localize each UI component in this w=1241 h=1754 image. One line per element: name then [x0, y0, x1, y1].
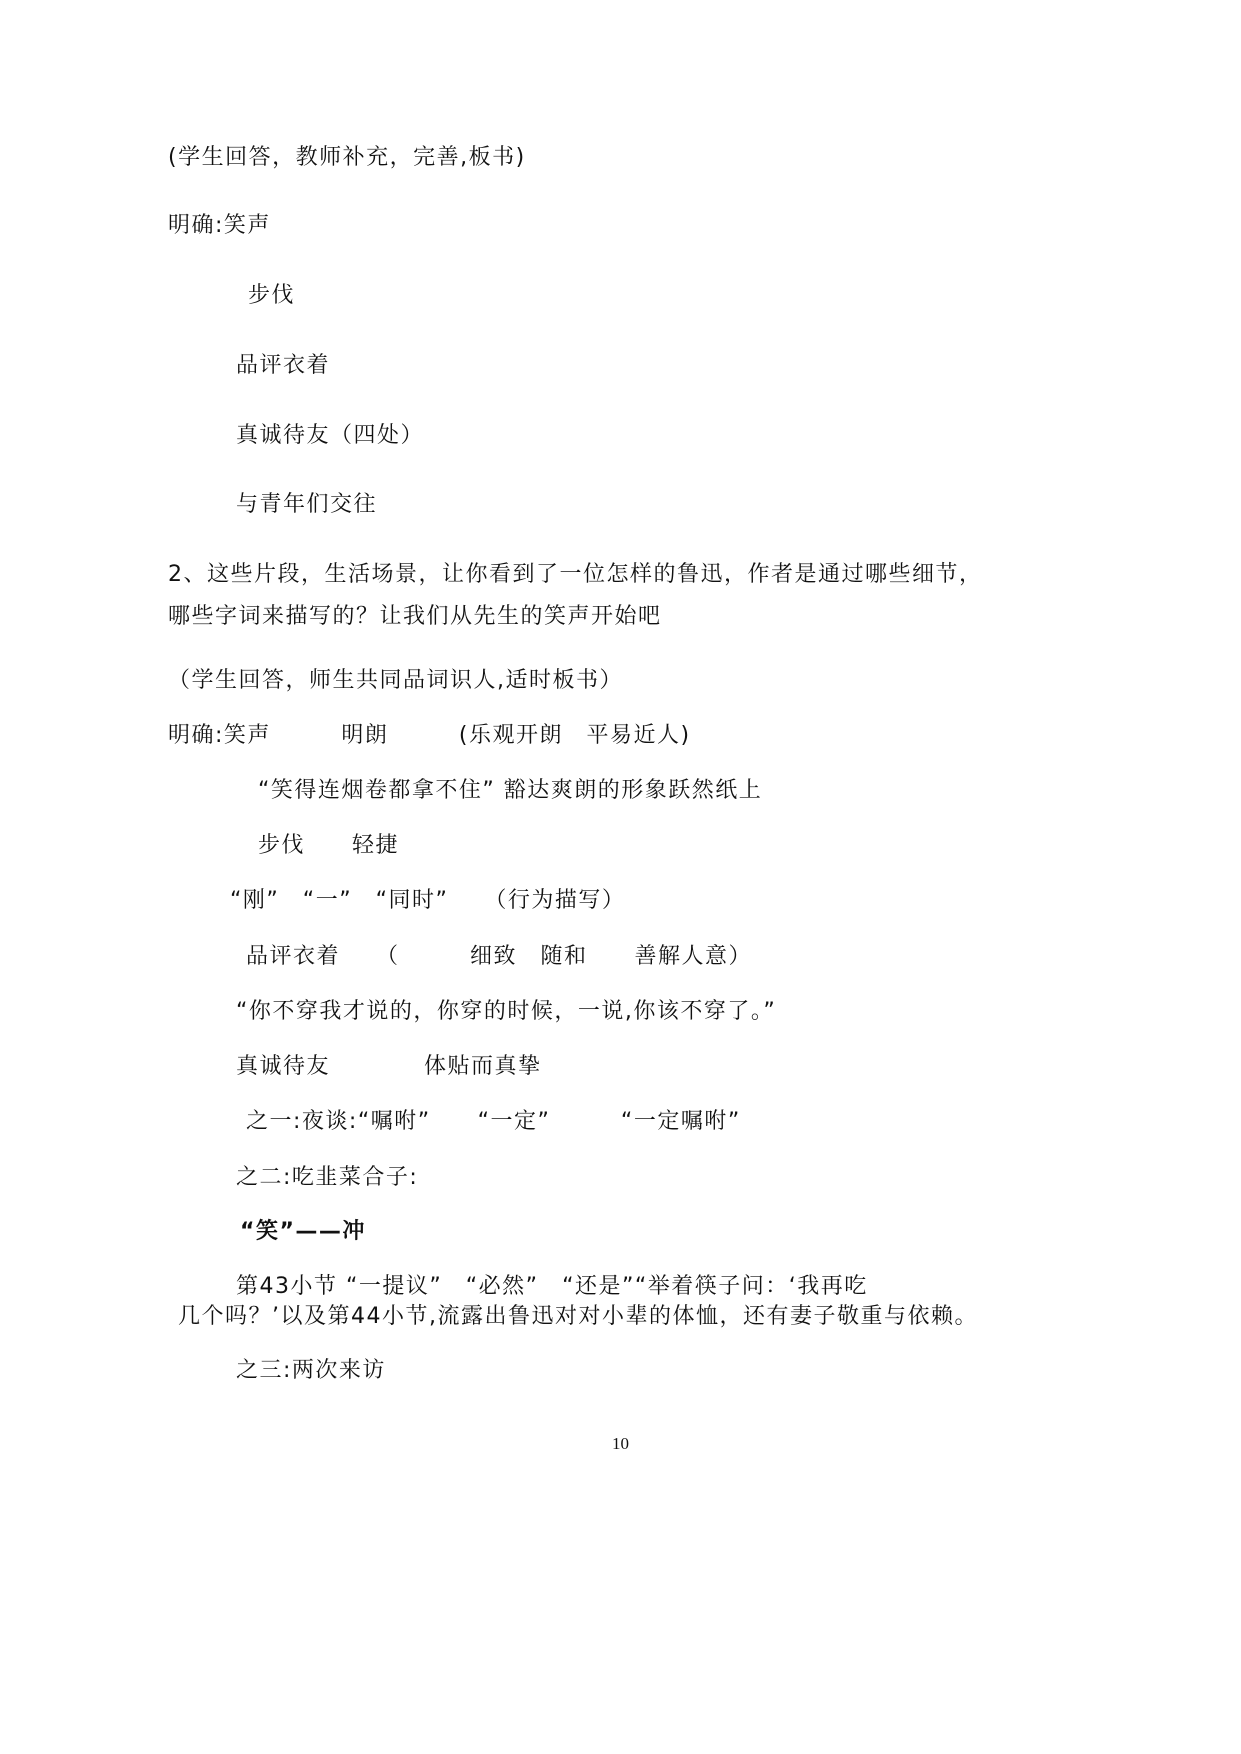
text-line: 真诚待友（四处）	[236, 423, 425, 448]
page-number: 10	[612, 1434, 629, 1453]
text-line: (学生回答，教师补充，完善,板书)	[168, 145, 526, 170]
text-line: 与青年们交往	[236, 492, 378, 517]
text-line: 步伐 轻捷	[258, 833, 400, 858]
text-line: “笑得连烟卷都拿不住” 豁达爽朗的形象跃然纸上	[258, 778, 763, 803]
text-line: 之二:吃韭菜合子:	[236, 1165, 419, 1190]
text-line: 几个吗？’以及第44小节,流露出鲁迅对对小辈的体恤，还有妻子敬重与依赖。	[178, 1304, 978, 1329]
text-line: 2、这些片段，生活场景，让你看到了一位怎样的鲁迅，作者是通过哪些细节，	[168, 562, 983, 587]
text-line: 第43小节 “一提议” “必然” “还是”“举着筷子问：‘我再吃	[236, 1274, 868, 1299]
text-line: 品评衣着 （ 细致 随和 善解人意）	[246, 944, 753, 969]
text-line: “刚” “一” “同时” （行为描写）	[230, 888, 626, 913]
text-line: 步伐	[248, 283, 296, 308]
text-line: 明确:笑声 明朗 (乐观开朗 平易近人)	[168, 723, 691, 748]
text-line: 明确:笑声	[168, 213, 271, 238]
text-line: “你不穿我才说的，你穿的时候，一说,你该不穿了。”	[236, 999, 777, 1024]
text-line: 之三:两次来访	[236, 1358, 386, 1383]
text-line: 真诚待友 体贴而真挚	[236, 1054, 542, 1079]
text-line: 品评衣着	[236, 353, 331, 378]
text-line: 哪些字词来描写的？让我们从先生的笑声开始吧	[168, 604, 662, 629]
text-line: （学生回答，师生共同品词识人,适时板书）	[168, 668, 623, 693]
text-line: 之一:夜谈:“嘱咐” “一定” “一定嘱咐”	[246, 1109, 741, 1134]
text-line-bold: “笑”——冲	[240, 1219, 366, 1244]
